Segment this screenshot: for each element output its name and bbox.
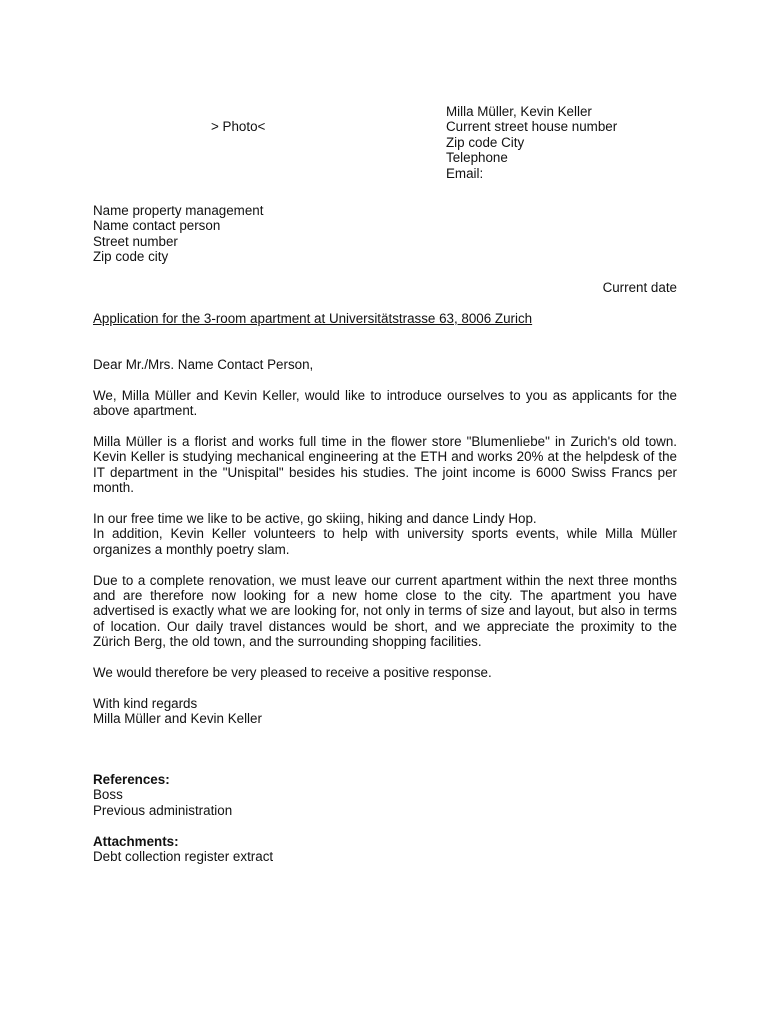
closing: With kind regards <box>93 695 198 711</box>
recipient-street: Street number <box>93 233 178 249</box>
paragraph-free-time-line2: In addition, Kevin Keller volunteers to help with university sports events, while Milla Müller organizes a monthly poetry slam. <box>93 526 677 557</box>
salutation: Dear Mr./Mrs. Name Contact Person, <box>93 357 314 372</box>
recipient-company: Name property management <box>93 203 264 218</box>
letter-body <box>93 357 677 742</box>
letter-date: Current date <box>602 280 677 295</box>
paragraph-free-time-line1: In our free time we like to be active, go skiing, hiking and dance Lindy Hop. <box>93 511 537 527</box>
closing-block <box>93 696 677 727</box>
signature: Milla Müller and Kevin Keller <box>93 711 262 727</box>
attachments-section <box>93 834 273 865</box>
sender-address <box>446 104 617 181</box>
letter-subject: Application for the 3-room apartment at Universitätstrasse 63, 8006 Zurich <box>93 311 533 326</box>
recipient-contact: Name contact person <box>93 218 221 234</box>
sender-city: Zip code City <box>446 134 525 150</box>
sender-telephone: Telephone <box>446 150 508 166</box>
paragraph-intro: We, Milla Müller and Kevin Keller, would like to introduce ourselves to you as applicants for the above apartment. <box>93 387 677 419</box>
paragraph-occupations: Milla Müller is a florist and works full time in the flower store "Blumenliebe" in Zurich's old town. Kevin Keller is studying mechanical engineering at the ETH and works 20% at the helpdesk of the IT department in the "Unispital" besides his studies. The joint income is 6000 Swiss Francs per month. <box>93 434 677 496</box>
recipient-address <box>93 203 263 265</box>
sender-names: Milla Müller, Kevin Keller <box>446 104 592 119</box>
reference-item: Previous administration <box>93 802 233 818</box>
attachments-heading: Attachments: <box>93 834 179 849</box>
recipient-city: Zip code city <box>93 249 169 265</box>
sender-street: Current street house number <box>446 119 618 135</box>
sender-email: Email: <box>446 165 484 181</box>
paragraph-reason: Due to a complete renovation, we must leave our current apartment within the next three months and are therefore now looking for a new home close to the city. The apartment you have advertised is exactly what we are looking for, not only in terms of size and layout, but also in terms of location. Our daily travel distances would be short, and we appreciate the proximity to the Zürich Berg, the old town, and the surrounding shopping facilities. <box>93 572 677 650</box>
paragraph-closing-request: We would therefore be very pleased to receive a positive response. <box>93 665 492 681</box>
attachment-item: Debt collection register extract <box>93 849 274 865</box>
photo-placeholder: > Photo< <box>211 119 266 134</box>
references-heading: References: <box>93 772 170 787</box>
paragraph-free-time <box>93 511 677 557</box>
references-section <box>93 772 232 818</box>
reference-item: Boss <box>93 787 123 803</box>
